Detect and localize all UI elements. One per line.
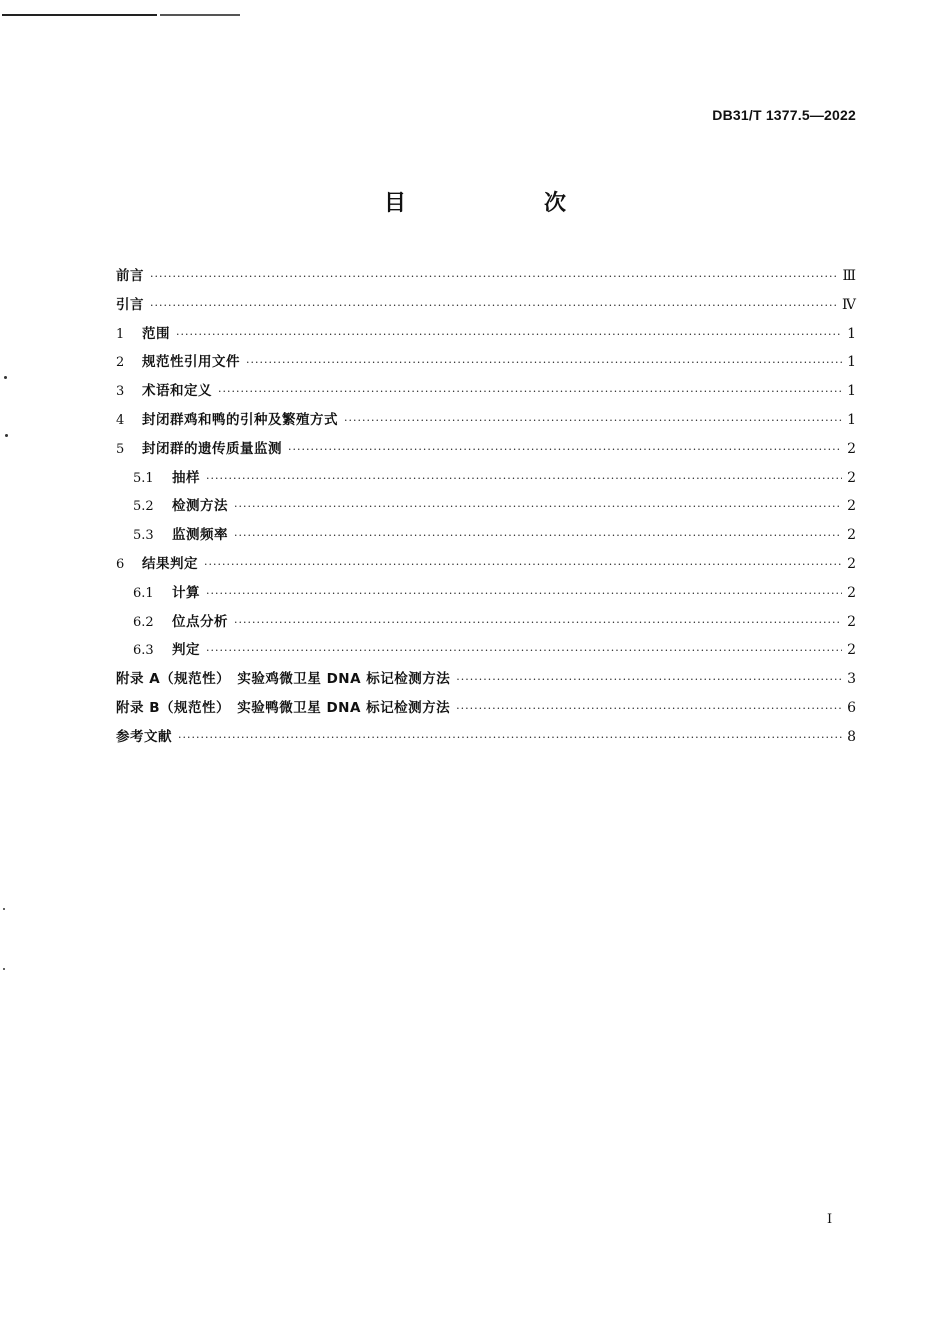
toc-entry-number: 1 (116, 326, 125, 342)
toc-entry-appendix-b[interactable] (116, 694, 856, 723)
toc-entry-introduction-breeding[interactable] (116, 406, 856, 435)
toc-entry-label: 引言 (116, 296, 144, 313)
toc-entry-label: 附录 B（规范性） 实验鸭微卫星 DNA 标记检测方法 (116, 699, 451, 716)
toc-entry-preface[interactable] (116, 262, 856, 291)
toc-dot-leader (456, 666, 842, 695)
toc-entry-page: 2 (847, 613, 856, 630)
toc-entry-number: 5.3 (133, 528, 154, 544)
toc-entry-calculation[interactable] (116, 579, 856, 608)
toc-dot-leader (234, 522, 842, 551)
toc-entry-page: 2 (847, 469, 856, 486)
toc-entry-terms-definitions[interactable] (116, 377, 856, 406)
scan-speck (4, 376, 7, 379)
toc-entry-page: 1 (847, 411, 856, 428)
toc-entry-test-methods[interactable] (116, 492, 856, 521)
toc-entry-page: 1 (847, 383, 856, 400)
scan-speck (3, 968, 5, 970)
toc-dot-leader (218, 378, 842, 407)
toc-entry-label: 监测频率 (172, 527, 228, 544)
toc-entry-label: 位点分析 (172, 613, 228, 630)
toc-entry-label: 规范性引用文件 (142, 354, 240, 371)
toc-entry-scope[interactable] (116, 320, 856, 349)
toc-dot-leader (456, 695, 842, 724)
toc-entry-label: 抽样 (172, 469, 200, 486)
toc-entry-page: 8 (847, 728, 856, 745)
toc-entry-label: 封闭群的遗传质量监测 (142, 440, 282, 457)
toc-entry-label: 附录 A（规范性） 实验鸡微卫星 DNA 标记检测方法 (116, 671, 451, 688)
toc-entry-number: 3 (116, 384, 125, 400)
toc-entry-number: 4 (116, 412, 125, 428)
toc-entry-page: 2 (847, 584, 856, 601)
toc-dot-leader (204, 551, 842, 580)
toc-entry-label: 判定 (172, 642, 200, 659)
toc-entry-number: 6.3 (133, 643, 154, 659)
toc-entry-label: 计算 (172, 584, 200, 601)
top-rule-segment (160, 14, 240, 16)
toc-entry-page: 2 (847, 440, 856, 457)
page-number: I (827, 1212, 833, 1227)
toc-entry-genetic-monitoring[interactable] (116, 435, 856, 464)
toc-entry-normative-references[interactable] (116, 348, 856, 377)
toc-entry-page: 3 (847, 671, 856, 688)
toc-entry-page: Ⅲ (842, 268, 856, 284)
toc-dot-leader (246, 349, 842, 378)
toc-entry-label: 参考文献 (116, 728, 172, 745)
toc-entry-number: 6.2 (133, 614, 154, 630)
toc-entry-label: 范围 (142, 325, 170, 342)
toc-entry-result-determination[interactable] (116, 550, 856, 579)
toc-entry-number: 5.2 (133, 499, 154, 515)
toc-entry-page: 1 (847, 325, 856, 342)
toc-entry-label: 检测方法 (172, 498, 228, 515)
toc-entry-page: 2 (847, 527, 856, 544)
toc-dot-leader (176, 321, 842, 350)
toc-entry-locus-analysis[interactable] (116, 608, 856, 637)
toc-entry-label: 封闭群鸡和鸭的引种及繁殖方式 (142, 411, 338, 428)
toc-entry-page: 6 (847, 699, 856, 716)
toc-entry-page: 2 (847, 555, 856, 572)
toc-dot-leader (178, 724, 842, 753)
toc-dot-leader (150, 292, 838, 321)
top-rule (2, 14, 157, 16)
toc-entry-number: 5 (116, 441, 125, 457)
toc-dot-leader (288, 436, 842, 465)
toc-entry-number: 6 (116, 556, 125, 572)
toc-entry-label: 术语和定义 (142, 383, 212, 400)
toc-entry-bibliography[interactable] (116, 723, 856, 752)
document-code: DB31/T 1377.5—2022 (712, 107, 856, 123)
toc-entry-monitoring-frequency[interactable] (116, 521, 856, 550)
toc-entry-page: 2 (847, 642, 856, 659)
toc-dot-leader (234, 609, 842, 638)
table-of-contents (116, 262, 856, 752)
toc-dot-leader (206, 465, 842, 494)
page-title: 目 次 (383, 191, 624, 216)
toc-dot-leader (150, 263, 838, 292)
toc-entry-label: 前言 (116, 268, 144, 284)
toc-entry-number: 5.1 (133, 470, 154, 486)
toc-entry-page: Ⅳ (842, 296, 856, 313)
toc-entry-appendix-a[interactable] (116, 665, 856, 694)
toc-dot-leader (206, 580, 842, 609)
toc-entry-page: 1 (847, 354, 856, 371)
scan-speck (5, 434, 8, 437)
toc-entry-sampling[interactable] (116, 464, 856, 493)
toc-entry-number: 2 (116, 355, 125, 371)
toc-dot-leader (344, 407, 842, 436)
toc-entry-judgement[interactable] (116, 636, 856, 665)
toc-dot-leader (206, 637, 842, 666)
toc-entry-page: 2 (847, 498, 856, 515)
toc-entry-label: 结果判定 (142, 555, 198, 572)
toc-entry-number: 6.1 (133, 585, 154, 601)
toc-dot-leader (234, 493, 842, 522)
toc-entry-introduction[interactable] (116, 291, 856, 320)
scan-speck (3, 908, 5, 910)
